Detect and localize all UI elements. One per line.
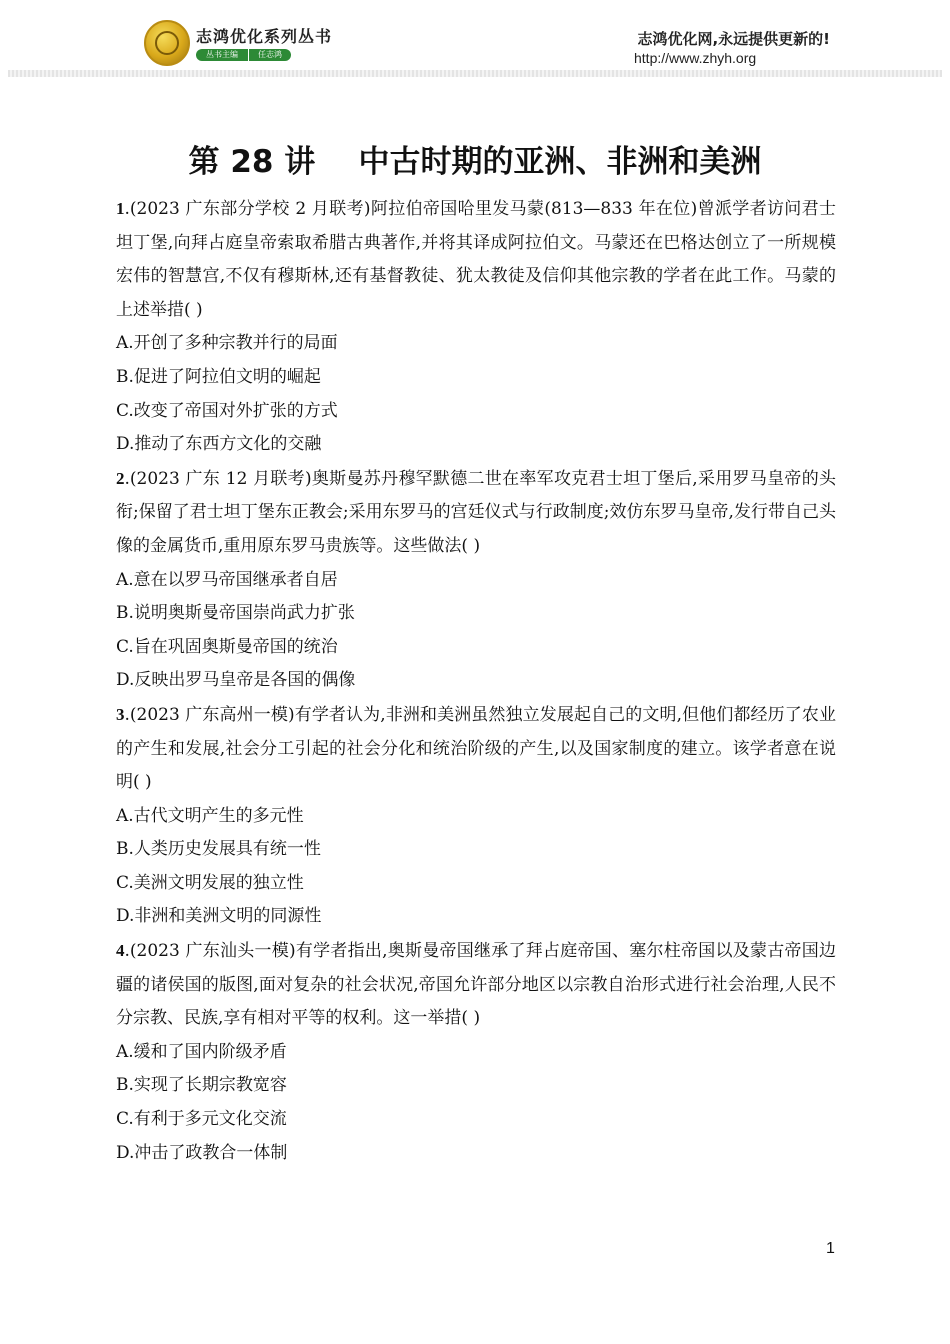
option-a: A.意在以罗马帝国继承者自居 [116,569,338,590]
site-slogan: 志鸿优化网,永远提供更新的! [637,30,830,48]
publisher-logo [144,20,190,66]
header-divider [8,70,942,77]
question-text: .(2023 广东汕头一模)有学者指出,奥斯曼帝国继承了拜占庭帝国、塞尔柱帝国以及蒙古帝国边疆的诸侯国的版图,面对复杂的社会状况,帝国允许部分地区以宗教自治形式进行社会治理,人民不分宗教、民族,享有相对平等的权利。这一举措( ) [116,941,836,1029]
question-3 [116,698,836,934]
option-c: C.旨在巩固奥斯曼帝国的统治 [116,636,338,657]
question-stem [116,192,836,327]
editor-name: 任志鸿 [248,49,291,61]
option-a: A.缓和了国内阶级矛盾 [116,1041,287,1062]
option-a: A.古代文明产生的多元性 [116,805,304,826]
option-b: B.促进了阿拉伯文明的崛起 [116,366,321,387]
page-header [0,0,950,90]
question-1 [116,192,836,462]
question-stem [116,934,836,1036]
question-number: 3 [116,704,125,724]
series-title: 志鸿优化系列丛书 [196,27,333,46]
question-text: .(2023 广东高州一模)有学者认为,非洲和美洲虽然独立发展起自己的文明,但他们都经历了农业的产生和发展,社会分工引起的社会分化和统治阶级的产生,以及国家制度的建立。该学者意在说明( ) [116,704,836,793]
option-d: D.反映出罗马皇帝是各国的偶像 [116,670,356,691]
option-c: C.改变了帝国对外扩张的方式 [116,400,338,421]
option-c: C.美洲文明发展的独立性 [116,872,304,893]
option-c: C.有利于多元文化交流 [116,1109,287,1130]
question-number: 4 [116,941,125,961]
question-text: .(2023 广东部分学校 2 月联考)阿拉伯帝国哈里发马蒙(813—833 年在位)曾派学者访问君士坦丁堡,向拜占庭皇帝索取希腊古典著作,并将其译成阿拉伯文。马蒙还在巴格达创立了一所规模宏伟的智慧宫,不仅有穆斯林,还有基督教徒、犹太教徒及信仰其他宗教的学者在此工作。马蒙的上述举措( ) [116,199,836,320]
lesson-title: 第 28 讲 中古时期的亚洲、非洲和美洲 [188,144,762,180]
question-text: .(2023 广东 12 月联考)奥斯曼苏丹穆罕默德二世在率军攻克君士坦丁堡后,采用罗马皇帝的头衔;保留了君士坦丁堡东正教会;采用东罗马的宫廷仪式与行政制度;效仿东罗马皇帝,发行带自己头像的金属货币,重用原东罗马贵族等。这些做法( ) [116,468,836,556]
question-stem [116,462,836,564]
option-b: B.实现了长期宗教宽容 [116,1075,287,1096]
option-b: B.人类历史发展具有统一性 [116,839,321,860]
option-d: D.推动了东西方文化的交融 [116,434,322,455]
option-b: B.说明奥斯曼帝国崇尚武力扩张 [116,603,355,624]
question-4 [116,934,836,1170]
option-d: D.冲击了政教合一体制 [116,1142,288,1163]
question-number: 1 [116,199,125,218]
editor-label: 丛书主编 [196,49,248,61]
question-stem [116,698,836,800]
page-number: 1 [826,1240,835,1257]
option-a: A.开创了多种宗教并行的局面 [116,333,338,354]
question-list [116,192,836,1170]
question-2 [116,462,836,698]
site-url[interactable]: http://www.zhyh.org [634,50,757,66]
option-d: D.非洲和美洲文明的同源性 [116,906,322,927]
logo-emblem [155,31,179,55]
question-number: 2 [116,468,125,488]
